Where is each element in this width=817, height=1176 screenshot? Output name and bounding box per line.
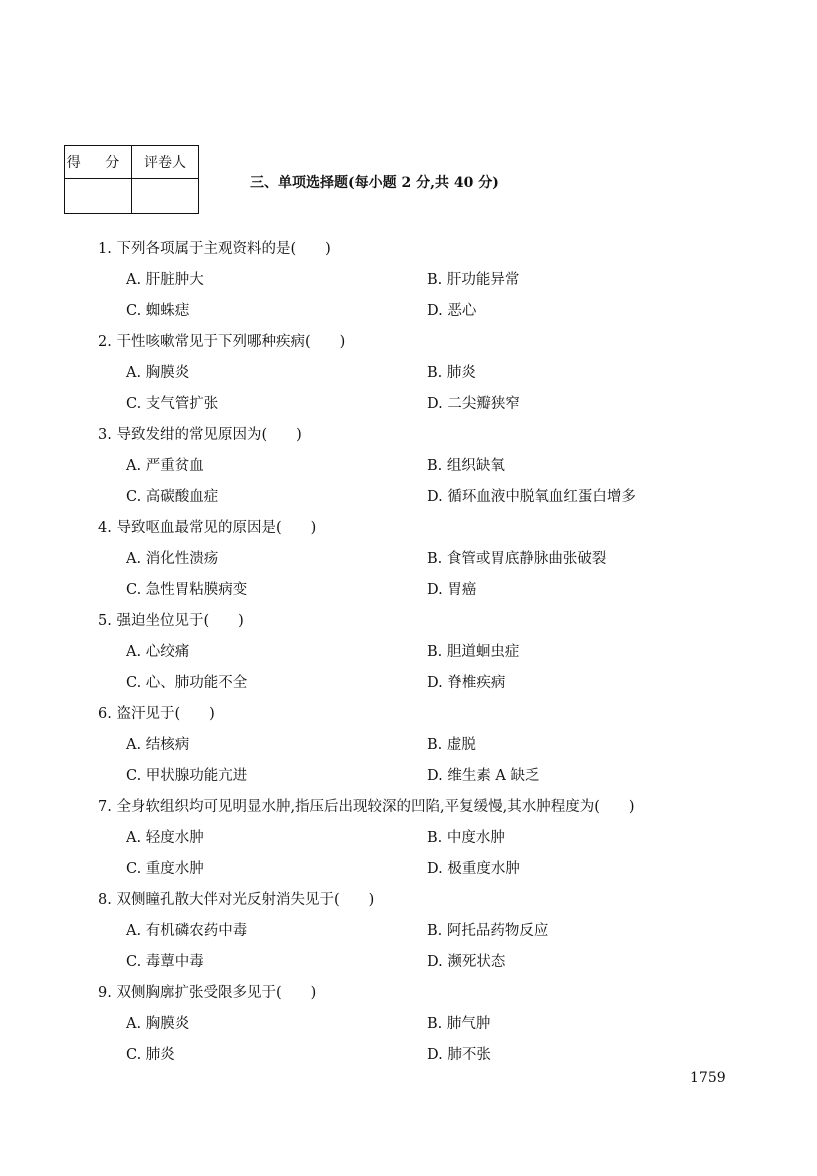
- option-a: A. 有机磷农药中毒: [126, 923, 248, 939]
- section-title: 三、单项选择题(每小题 2 分,共 40 分): [250, 175, 499, 191]
- question-stem: 7. 全身软组织均可见明显水肿,指压后出现较深的凹陷,平复缓慢,其水肿程度为( ): [98, 799, 635, 815]
- options-row: [98, 823, 758, 854]
- option-d: D. 循环血液中脱氧血红蛋白增多: [427, 489, 636, 505]
- score-header: 得 分: [65, 146, 132, 179]
- option-c: C. 重度水肿: [126, 861, 204, 877]
- option-a: A. 消化性溃疡: [126, 551, 219, 567]
- grader-cell: [132, 179, 199, 214]
- question-stem: 1. 下列各项属于主观资料的是( ): [98, 241, 331, 257]
- options-row: [98, 575, 758, 606]
- option-d: D. 二尖瓣狭窄: [427, 396, 520, 412]
- options-row: [98, 265, 758, 296]
- option-a: A. 严重贫血: [126, 458, 204, 474]
- question-stem: 5. 强迫坐位见于( ): [98, 613, 244, 629]
- option-d: D. 恶心: [427, 303, 477, 319]
- question-stem: 9. 双侧胸廓扩张受限多见于( ): [98, 985, 317, 1001]
- options-row: [98, 1009, 758, 1040]
- option-b: B. 中度水肿: [427, 830, 505, 846]
- option-a: A. 结核病: [126, 737, 190, 753]
- option-b: B. 肺气肿: [427, 1016, 491, 1032]
- question-list: [98, 234, 758, 1071]
- page-number: 1759: [690, 1070, 726, 1086]
- option-c: C. 甲状腺功能亢进: [126, 768, 248, 784]
- option-c: C. 毒蕈中毒: [126, 954, 204, 970]
- option-a: A. 肝脏肿大: [126, 272, 204, 288]
- option-c: C. 心、肺功能不全: [126, 675, 248, 691]
- option-b: B. 胆道蛔虫症: [427, 644, 520, 660]
- option-b: B. 肝功能异常: [427, 272, 520, 288]
- options-row: [98, 854, 758, 885]
- option-b: B. 阿托品药物反应: [427, 923, 549, 939]
- options-row: [98, 916, 758, 947]
- options-row: [98, 637, 758, 668]
- option-a: A. 心绞痛: [126, 644, 190, 660]
- options-row: [98, 668, 758, 699]
- options-row: [98, 947, 758, 978]
- option-a: A. 轻度水肿: [126, 830, 204, 846]
- question-stem: 3. 导致发绀的常见原因为( ): [98, 427, 302, 443]
- option-c: C. 支气管扩张: [126, 396, 219, 412]
- options-row: [98, 296, 758, 327]
- option-d: D. 维生素 A 缺乏: [427, 768, 540, 784]
- option-b: B. 食管或胃底静脉曲张破裂: [427, 551, 607, 567]
- option-d: D. 脊椎疾病: [427, 675, 506, 691]
- options-row: [98, 358, 758, 389]
- options-row: [98, 761, 758, 792]
- option-d: D. 胃癌: [427, 582, 477, 598]
- question-stem: 6. 盗汗见于( ): [98, 706, 215, 722]
- options-row: [98, 730, 758, 761]
- option-b: B. 虚脱: [427, 737, 476, 753]
- question-stem: 4. 导致呕血最常见的原因是( ): [98, 520, 317, 536]
- options-row: [98, 544, 758, 575]
- options-row: [98, 389, 758, 420]
- grader-header: 评卷人: [132, 146, 199, 179]
- question-stem: 2. 干性咳嗽常见于下列哪种疾病( ): [98, 334, 346, 350]
- option-b: B. 肺炎: [427, 365, 476, 381]
- options-row: [98, 1040, 758, 1071]
- option-c: C. 蜘蛛痣: [126, 303, 190, 319]
- option-c: C. 肺炎: [126, 1047, 175, 1063]
- option-d: D. 极重度水肿: [427, 861, 520, 877]
- option-c: C. 急性胃粘膜病变: [126, 582, 248, 598]
- option-d: D. 濒死状态: [427, 954, 506, 970]
- option-d: D. 肺不张: [427, 1047, 491, 1063]
- question-stem: 8. 双侧瞳孔散大伴对光反射消失见于( ): [98, 892, 375, 908]
- option-a: A. 胸膜炎: [126, 365, 190, 381]
- option-a: A. 胸膜炎: [126, 1016, 190, 1032]
- score-table: [64, 145, 199, 214]
- option-b: B. 组织缺氧: [427, 458, 505, 474]
- option-c: C. 高碳酸血症: [126, 489, 219, 505]
- options-row: [98, 482, 758, 513]
- options-row: [98, 451, 758, 482]
- score-cell: [65, 179, 132, 214]
